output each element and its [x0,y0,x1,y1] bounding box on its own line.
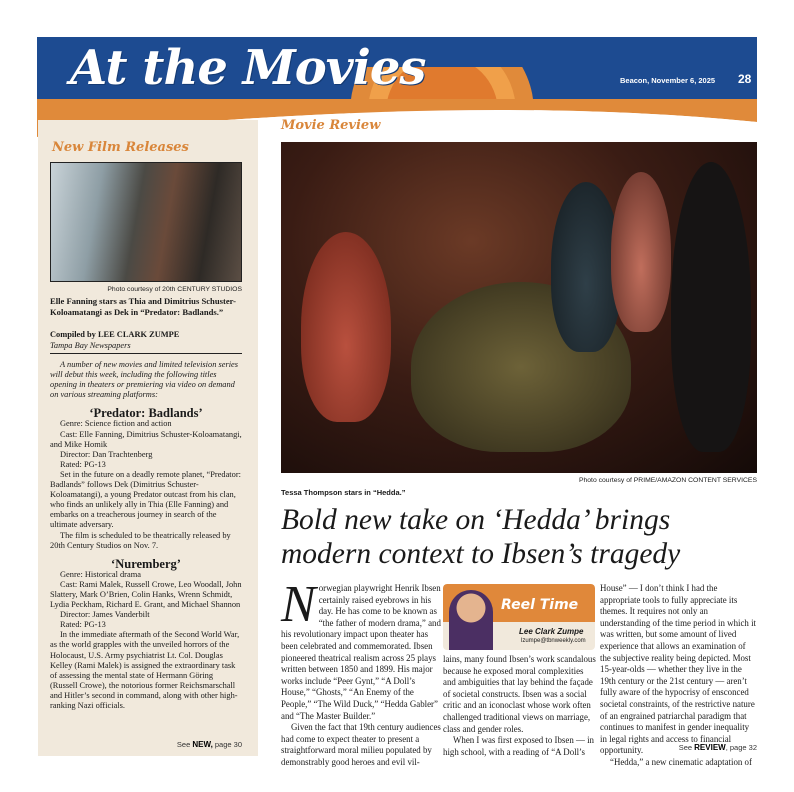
byline [50,330,242,354]
film-cast: Cast: Elle Fanning, Dimitrius Schuster-Koloamatangi, and Mike Homik [50,429,242,449]
paragraph: lains, many found Ibsen’s work scandalous because he exposed moral complexities and ambiguities that lay behind the façade of societal constructs. Ibsen was a social critic and an iconoclast whose work often challenged traditional views on marriage, class and gender roles. [443,654,596,734]
byline-prefix: Compiled by [50,330,98,339]
hedda-photo [281,142,757,473]
columnist-avatar [449,590,493,650]
columnist-email[interactable]: lzumpe@tbnweekly.com [521,638,586,644]
columnist-name: Lee Clark Zumpe [519,627,584,636]
photo-caption: Elle Fanning stars as Thia and Dimitrius Schuster-Koloamatangi as Dek in “Predator: Badlands.” [50,296,236,317]
film-rating: Rated: PG-13 [60,620,106,630]
film-director: Director: James Vanderbilt [60,610,150,620]
column-title: Reel Time [501,597,579,613]
article-column-3 [600,583,758,769]
jump-page: page 30 [212,740,242,749]
film-title: ‘Nuremberg’ [111,556,181,571]
section-label-new-film-releases: New Film Releases [52,140,189,155]
film-director: Director: Dan Trachtenberg [60,449,153,459]
film-synopsis: Set in the future on a deadly remote planet, “Predator: Badlands” follows Dek (Dimitrius Schuster-Koloamatangi), a young Predator outcast from his clan, who finds an unlikely ally in Thia (Elle Fanning) and embarks on a treacherous journey in search of the ultimate adversary. [50,469,241,530]
film-genre: Genre: Science fiction and action [60,419,172,429]
film-release: The film is scheduled to be theatrically released by 20th Century Studios on Nov. 7. [50,530,231,550]
jump-key: NEW, [192,740,213,749]
jump-see: See [678,743,695,752]
predator-badlands-photo [50,162,242,282]
photo-credit: Photo courtesy of PRIME/AMAZON CONTENT SERVICES [578,477,757,484]
section-label-movie-review: Movie Review [281,118,381,133]
byline-org: Tampa Bay Newspapers [50,340,131,350]
jump-page: , page 32 [725,743,757,752]
masthead-title: At the Movies [70,40,426,96]
continued-jump [50,740,242,749]
film-cast: Cast: Rami Malek, Russell Crowe, Leo Woodall, John Slattery, Mark O’Brien, Colin Hanks, Wrenn Schmidt, Lydia Peckham, Richard E. Grant, and Michael Shannon [50,579,242,610]
photo-credit: Photo courtesy of 20th CENTURY STUDIOS [107,286,242,293]
film-genre: Genre: Historical drama [60,569,141,579]
film-rating: Rated: PG-13 [60,459,106,469]
drop-cap: N [281,576,316,633]
article-column-1 [281,576,441,769]
paragraph: “Hedda,” a new cinematic adaptation of [610,756,752,767]
paragraph: orwegian playwright Henrik Ibsen certainly raised eyebrows in his day. He has come to be known as “the father of modern drama,” and his revolutionary impact upon theater has been celebrated and commemorated. Ibsen pioneered theatrical realism across 25 plays written between 1850 and 1899. His major works include “Peer Gynt,” “A Doll’s House,” “Ghosts,” “An Enemy of the People,” “The Wild Duck,” “Hedda Gabler” and “The Master Builder.” [281,583,441,721]
sidebar-body [50,360,242,711]
headline: Bold new take on ‘Hedda’ brings modern context to Ibsen’s tragedy [281,504,681,570]
paragraph: House” — I don’t think I had the appropriate tools to fully appreciate its themes. It requires not only an understanding of the time period in which it was written, but some amount of lived experience that allows an examination of the subjective reality being depicted. Most 15-year-olds — whether they live in the 19th century or the 21st century — aren’t fully aware of the hypocrisy of ensconced societal constraints, of the restrictive nature of an engrained patriarchal paradigm that continues to manifest in gender inequality in legal rights and access to financial opportunity. [600,583,757,756]
intro-text: A number of new movies and limited television series will debut this week, including the following titles opening in theaters or premiering via video on demand on various streaming platforms: [50,360,239,400]
page-number: 28 [738,72,752,86]
article-column-2 [443,654,598,758]
photo-caption: Tessa Thompson stars in “Hedda.” [281,488,406,497]
film-title: ‘Predator: Badlands’ [89,406,203,421]
columnist-badge [443,584,595,650]
jump-key: REVIEW [694,743,726,752]
continued-jump [600,743,757,752]
paragraph: Given the fact that 19th century audiences had come to expect theater to present a straightforward moral milieu populated by demonstrably good heroes and evil vil- [281,722,441,767]
jump-see: See [176,740,193,749]
paragraph: When I was first exposed to Ibsen — in high school, with a reading of “A Doll’s [443,735,594,757]
film-synopsis: In the immediate aftermath of the Second World War, as the world grapples with the unveiled horrors of the Holocaust, U.S. Army psychiatrist Lt. Col. Douglas Kelley (Rami Malek) is assigned the extraordinary task of assessing the mental state of Hermann Göring (Russell Crowe), the notorious former Reichsmarschall and Hitler’s second in command, along with other high-ranking Nazi officials. [50,630,240,710]
byline-author: LEE CLARK ZUMPE [97,330,180,339]
dateline: Beacon, November 6, 2025 [620,76,716,85]
